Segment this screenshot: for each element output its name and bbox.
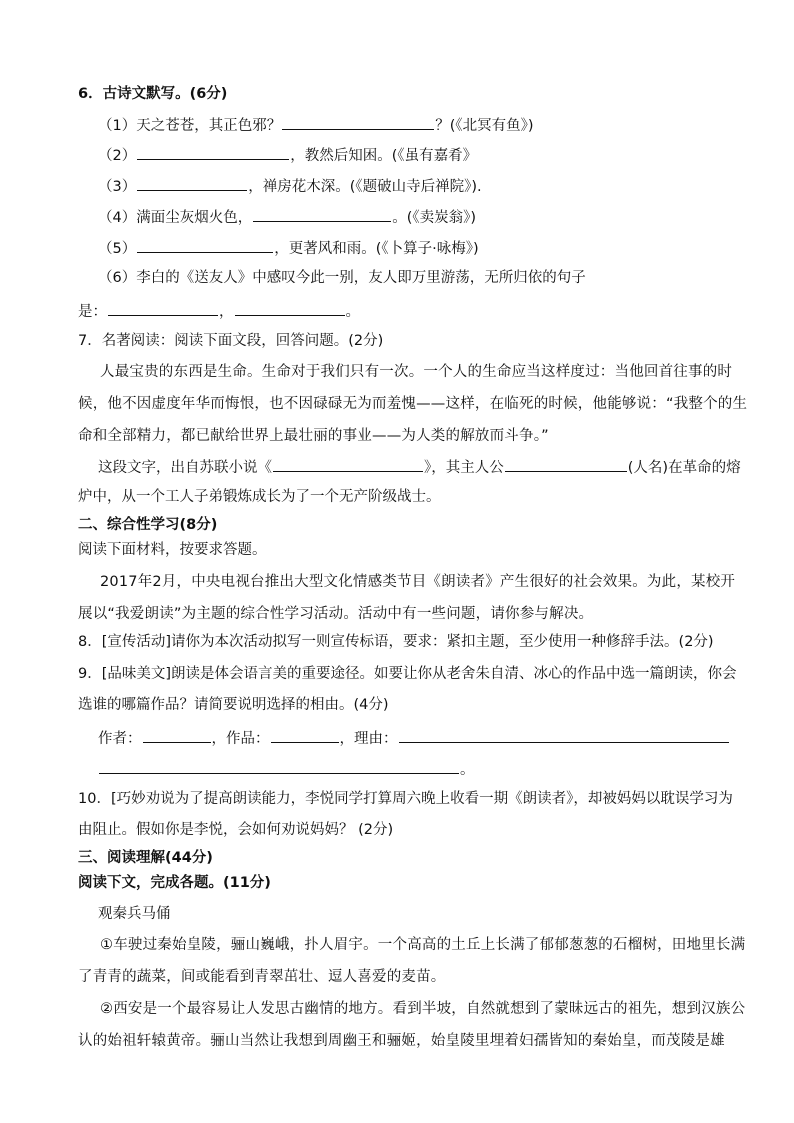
q6-item-4: （4）满面尘灰烟火色， 。(《卖炭翁》) [98,206,744,228]
section-2-title: 二、综合性学习(8分) [78,517,218,533]
q6-item-2: （2） ，教然后知困。(《虽有嘉肴》 [98,144,744,166]
article-paragraph-1: ①车驶过秦始皇陵，骊山巍峨，扑人眉宇。一个高高的土丘上长满了郁郁葱葱的石榴树，田地里长满了青青的蔬菜，间或能看到青翠茁壮、逗人喜爱的麦苗。 [78,937,746,985]
reason-blank-2[interactable] [99,758,459,774]
q6-item-6: （6）李白的《送友人》中感叹今此一别，友人即万里游荡，无所归依的句子 [98,270,586,286]
section-3-title: 三、阅读理解(44分) [78,850,213,866]
answer-blank[interactable] [253,206,391,222]
q9-line2: 选谁的哪篇作品？请简要说明选择的相由。(4分) [78,697,389,713]
answer-blank[interactable] [505,456,627,472]
article-title: 观秦兵马俑 [98,906,171,922]
q7-title: 7．名著阅读：阅读下面文段，回答问题。(2分) [78,333,384,349]
q6-item-3: （3） ，禅房花木深。(《题破山寺后禅院》). [98,175,744,197]
section-2-material: 2017年2月，中央电视台推出大型文化情感类节目《朗读者》产生很好的社会效果。为此，某校开展以“我爱朗读”为主题的综合性学习活动。活动中有一些问题，请你参与解决。 [78,574,736,622]
q8: 8．[宣传活动]请你为本次活动拟写一则宣传标语，要求：紧扣主题，至少使用一种修辞手法。(2分) [78,634,714,650]
q10-line2: 由阻止。假如你是李悦，会如何劝说妈妈？ (2分) [78,822,394,838]
q7-question: 这段文字，出自苏联小说《 》，其主人公 (人名)在革命的熔 [98,456,744,478]
article-paragraph-2: ②西安是一个最容易让人发思古幽情的地方。看到半坡，自然就想到了蒙昧远古的祖先，想到汉族公认的始祖轩辕黄帝。骊山当然让我想到周幽王和骊姬，始皇陵里埋着妇孺皆知的秦始皇，而茂陵是雄 [78,1001,746,1049]
section-3-intro: 阅读下文，完成各题。(11分) [78,875,271,891]
q9-answer: 作者： ，作品： ，理由： [98,727,744,749]
author-blank[interactable] [143,727,211,743]
q7-question-cont: 炉中，从一个工人子弟锻炼成长为了一个无产阶级战士。 [78,489,441,505]
work-blank[interactable] [271,727,339,743]
answer-blank[interactable] [273,456,423,472]
answer-blank[interactable] [137,237,273,253]
section-2-intro: 阅读下面材料，按要求答题。 [78,542,267,558]
answer-blank[interactable] [137,144,289,160]
answer-blank[interactable] [235,300,345,316]
q6-title: 6．古诗文默写。(6分) [78,86,228,102]
q6-item-6-answer: 是： ， 。 [78,300,744,322]
q9-answer-cont: 。 [98,758,744,780]
answer-blank[interactable] [108,300,218,316]
q6-item-1: （1）天之苍苍，其正色邪？ ？(《北冥有鱼》) [98,114,744,136]
q6-item-5: （5） ，更著风和雨。(《卜算子·咏梅》) [98,237,744,259]
q7-passage: 人最宝贵的东西是生命。生命对于我们只有一次。一个人的生命应当这样度过：当他回首往事的时候，他不因虚度年华而悔恨，也不因碌碌无为而羞愧——这样，在临死的时候，他能够说：“我整个的生命和全部精力，都已献给世界上最壮丽的事业——为人类的解放而斗争。” [78,364,748,444]
q10-line1: 10．[巧妙劝说为了提高朗读能力，李悦同学打算周六晚上收看一期《朗读者》，却被妈妈以耽误学习为 [78,791,733,807]
answer-blank[interactable] [282,114,434,130]
reason-blank[interactable] [399,727,729,743]
q9-line1: 9．[品味美文]朗读是体会语言美的重要途径。如要让你从老舍朱自清、冰心的作品中选一篇朗读，你会 [78,666,737,682]
answer-blank[interactable] [137,175,247,191]
